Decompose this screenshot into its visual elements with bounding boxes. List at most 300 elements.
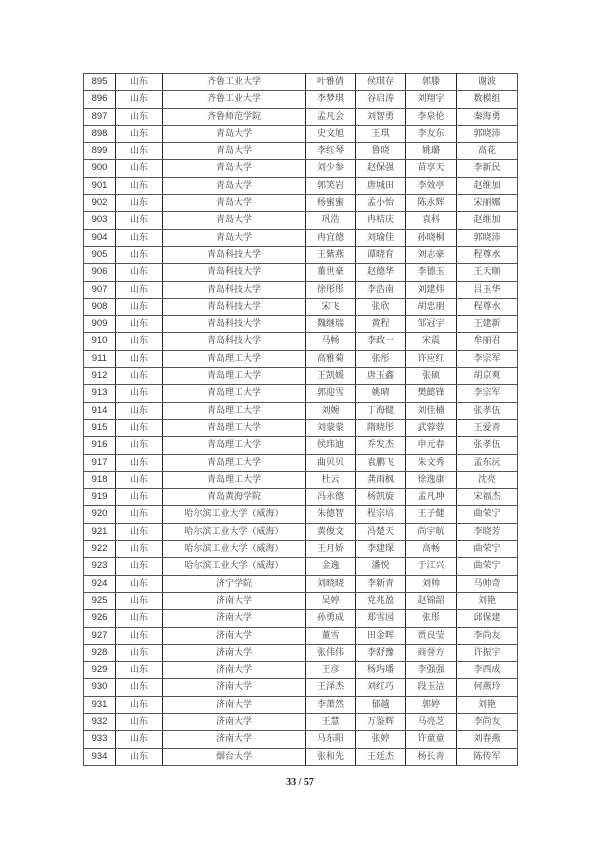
- cell-university: 济南大学: [163, 713, 306, 730]
- cell-advisor: 刘艳: [457, 592, 518, 609]
- cell-province: 山东: [116, 575, 163, 592]
- cell-member-1: 史文旭: [306, 125, 356, 142]
- cell-number: 932: [84, 713, 116, 730]
- cell-member-3: 李强强: [406, 662, 457, 679]
- cell-number: 918: [84, 471, 116, 488]
- table-row: [84, 506, 518, 523]
- cell-advisor: 宋丽娜: [457, 195, 518, 212]
- cell-province: 山东: [116, 419, 163, 436]
- cell-member-1: 巩浩: [306, 212, 356, 229]
- cell-member-3: 张彤: [406, 610, 457, 627]
- cell-member-1: 王慧: [306, 713, 356, 730]
- table-row: [84, 316, 518, 333]
- cell-university: 青岛理工大学: [163, 454, 306, 471]
- cell-member-3: 宋震: [406, 333, 457, 350]
- table-row: [84, 731, 518, 748]
- cell-province: 山东: [116, 368, 163, 385]
- cell-number: 921: [84, 523, 116, 540]
- cell-university: 济南大学: [163, 610, 306, 627]
- cell-number: 898: [84, 125, 116, 142]
- cell-number: 904: [84, 229, 116, 246]
- cell-province: 山东: [116, 125, 163, 142]
- cell-member-3: 马亮芝: [406, 713, 457, 730]
- cell-member-3: 袁科: [406, 212, 457, 229]
- cell-province: 山东: [116, 696, 163, 713]
- cell-member-3: 李德玉: [406, 264, 457, 281]
- cell-member-1: 郭笑岩: [306, 177, 356, 194]
- cell-university: 济南大学: [163, 679, 306, 696]
- table-row: [84, 454, 518, 471]
- cell-member-2: 侯琪存: [356, 74, 406, 91]
- cell-university: 青岛科技大学: [163, 264, 306, 281]
- cell-advisor: 李尚友: [457, 627, 518, 644]
- cell-member-3: 赵锦韶: [406, 592, 457, 609]
- cell-member-3: 徐逸康: [406, 471, 457, 488]
- cell-university: 青岛大学: [163, 195, 306, 212]
- cell-member-1: 杜云: [306, 471, 356, 488]
- cell-member-1: 刘蒙蒙: [306, 419, 356, 436]
- cell-member-1: 宋飞: [306, 298, 356, 315]
- award-list-table: [83, 73, 518, 766]
- cell-member-2: 孟小怡: [356, 195, 406, 212]
- cell-province: 山东: [116, 610, 163, 627]
- cell-advisor: 李西成: [457, 662, 518, 679]
- cell-member-3: 高畅: [406, 541, 457, 558]
- cell-member-3: 姚璐: [406, 143, 457, 160]
- table-row: [84, 246, 518, 263]
- cell-province: 山东: [116, 143, 163, 160]
- cell-advisor: 王天顺: [457, 264, 518, 281]
- cell-member-2: 谷启涛: [356, 91, 406, 108]
- cell-number: 925: [84, 592, 116, 609]
- cell-province: 山东: [116, 471, 163, 488]
- cell-province: 山东: [116, 385, 163, 402]
- cell-university: 青岛科技大学: [163, 333, 306, 350]
- cell-member-1: 董雪: [306, 627, 356, 644]
- cell-member-3: 孙晓桐: [406, 229, 457, 246]
- cell-member-2: 万鉴辉: [356, 713, 406, 730]
- cell-advisor: 李新民: [457, 160, 518, 177]
- cell-member-3: 杨长青: [406, 748, 457, 765]
- cell-advisor: 沈亮: [457, 471, 518, 488]
- cell-member-1: 黄俊文: [306, 523, 356, 540]
- cell-number: 919: [84, 489, 116, 506]
- cell-advisor: 宋福杰: [457, 489, 518, 506]
- cell-number: 929: [84, 662, 116, 679]
- cell-number: 922: [84, 541, 116, 558]
- cell-advisor: 李宗军: [457, 385, 518, 402]
- cell-province: 山东: [116, 298, 163, 315]
- table-row: [84, 558, 518, 575]
- cell-advisor: 王爱青: [457, 419, 518, 436]
- table-row: [84, 679, 518, 696]
- cell-advisor: 邱保建: [457, 610, 518, 627]
- cell-member-3: 刘帅: [406, 575, 457, 592]
- cell-province: 山东: [116, 177, 163, 194]
- cell-member-2: 谭晓育: [356, 246, 406, 263]
- cell-university: 哈尔滨工业大学（威海）: [163, 541, 306, 558]
- cell-university: 青岛理工大学: [163, 471, 306, 488]
- cell-member-3: 尚宇航: [406, 523, 457, 540]
- cell-member-2: 刘智勇: [356, 108, 406, 125]
- table-row: [84, 108, 518, 125]
- cell-member-2: 刘红巧: [356, 679, 406, 696]
- cell-province: 山东: [116, 748, 163, 765]
- cell-member-2: 杨玙璠: [356, 662, 406, 679]
- cell-university: 青岛理工大学: [163, 368, 306, 385]
- cell-member-2: 张彤: [356, 350, 406, 367]
- cell-member-1: 张伟伟: [306, 644, 356, 661]
- cell-university: 济南大学: [163, 627, 306, 644]
- cell-number: 928: [84, 644, 116, 661]
- cell-advisor: 孟东沅: [457, 454, 518, 471]
- cell-member-3: 樊懿锋: [406, 385, 457, 402]
- table-row: [84, 143, 518, 160]
- cell-advisor: 马帅奇: [457, 575, 518, 592]
- cell-province: 山东: [116, 333, 163, 350]
- cell-member-2: 程宗培: [356, 506, 406, 523]
- cell-university: 烟台大学: [163, 748, 306, 765]
- cell-province: 山东: [116, 246, 163, 263]
- cell-member-3: 刘建炜: [406, 281, 457, 298]
- cell-member-2: 李政一: [356, 333, 406, 350]
- table-row: [84, 298, 518, 315]
- cell-number: 924: [84, 575, 116, 592]
- table-row: [84, 471, 518, 488]
- cell-university: 青岛大学: [163, 212, 306, 229]
- cell-member-3: 刘佳楠: [406, 402, 457, 419]
- cell-member-2: 王琪: [356, 125, 406, 142]
- cell-advisor: 曲荣宁: [457, 558, 518, 575]
- cell-advisor: 曲荣宁: [457, 541, 518, 558]
- cell-member-1: 刘婉: [306, 402, 356, 419]
- cell-member-2: 隋晓彤: [356, 419, 406, 436]
- cell-advisor: 郭晓沛: [457, 125, 518, 142]
- cell-member-2: 田金晖: [356, 627, 406, 644]
- cell-member-3: 武蓉蓉: [406, 419, 457, 436]
- cell-number: 910: [84, 333, 116, 350]
- cell-member-2: 姚晴: [356, 385, 406, 402]
- cell-number: 900: [84, 160, 116, 177]
- table-row: [84, 748, 518, 765]
- cell-member-2: 赵德华: [356, 264, 406, 281]
- table-row: [84, 575, 518, 592]
- cell-member-3: 孟凡坤: [406, 489, 457, 506]
- cell-advisor: 王建新: [457, 316, 518, 333]
- cell-university: 青岛科技大学: [163, 316, 306, 333]
- cell-number: 926: [84, 610, 116, 627]
- table-row: [84, 368, 518, 385]
- cell-province: 山东: [116, 489, 163, 506]
- cell-number: 899: [84, 143, 116, 160]
- cell-member-1: 刘少参: [306, 160, 356, 177]
- table-row: [84, 662, 518, 679]
- cell-university: 青岛理工大学: [163, 350, 306, 367]
- table-row: [84, 229, 518, 246]
- cell-member-2: 李新青: [356, 575, 406, 592]
- cell-university: 青岛科技大学: [163, 246, 306, 263]
- cell-member-2: 王廷杰: [356, 748, 406, 765]
- cell-number: 931: [84, 696, 116, 713]
- cell-province: 山东: [116, 437, 163, 454]
- cell-university: 青岛大学: [163, 143, 306, 160]
- cell-province: 山东: [116, 74, 163, 91]
- cell-member-1: 杨蜜蜜: [306, 195, 356, 212]
- cell-member-2: 党兆盈: [356, 592, 406, 609]
- cell-province: 山东: [116, 229, 163, 246]
- cell-province: 山东: [116, 454, 163, 471]
- cell-member-3: 李泉伦: [406, 108, 457, 125]
- cell-advisor: 赵维加: [457, 212, 518, 229]
- cell-member-2: 郑雪园: [356, 610, 406, 627]
- table-row: [84, 212, 518, 229]
- cell-province: 山东: [116, 506, 163, 523]
- cell-number: 895: [84, 74, 116, 91]
- cell-university: 哈尔滨工业大学（威海）: [163, 558, 306, 575]
- cell-number: 897: [84, 108, 116, 125]
- cell-university: 济宁学院: [163, 575, 306, 592]
- cell-number: 914: [84, 402, 116, 419]
- cell-university: 青岛大学: [163, 160, 306, 177]
- cell-university: 齐鲁工业大学: [163, 74, 306, 91]
- cell-member-3: 许童童: [406, 731, 457, 748]
- cell-member-2: 杨凯旋: [356, 489, 406, 506]
- table-row: [84, 644, 518, 661]
- cell-number: 912: [84, 368, 116, 385]
- cell-province: 山东: [116, 644, 163, 661]
- cell-member-1: 王凯媛: [306, 368, 356, 385]
- cell-member-2: 唐城田: [356, 177, 406, 194]
- cell-member-3: 陈永辉: [406, 195, 457, 212]
- table-row: [84, 713, 518, 730]
- table-row: [84, 333, 518, 350]
- cell-university: 青岛理工大学: [163, 419, 306, 436]
- cell-province: 山东: [116, 523, 163, 540]
- cell-member-1: 马东阳: [306, 731, 356, 748]
- cell-province: 山东: [116, 541, 163, 558]
- cell-number: 917: [84, 454, 116, 471]
- cell-advisor: 张孝伍: [457, 402, 518, 419]
- cell-advisor: 牟丽君: [457, 333, 518, 350]
- cell-province: 山东: [116, 281, 163, 298]
- table-row: [84, 125, 518, 142]
- cell-member-1: 王彦: [306, 662, 356, 679]
- cell-member-3: 郭滕: [406, 74, 457, 91]
- cell-advisor: 秦海勇: [457, 108, 518, 125]
- cell-province: 山东: [116, 679, 163, 696]
- cell-university: 齐鲁工业大学: [163, 91, 306, 108]
- cell-province: 山东: [116, 108, 163, 125]
- cell-member-3: 刘翔宇: [406, 91, 457, 108]
- cell-member-1: 侯玮迪: [306, 437, 356, 454]
- cell-member-3: 苗享天: [406, 160, 457, 177]
- cell-member-2: 李建琛: [356, 541, 406, 558]
- cell-number: 916: [84, 437, 116, 454]
- cell-member-2: 唐玉鑫: [356, 368, 406, 385]
- cell-member-2: 鲁晓: [356, 143, 406, 160]
- table-row: [84, 696, 518, 713]
- table-row: [84, 91, 518, 108]
- cell-university: 青岛黄海学院: [163, 489, 306, 506]
- cell-advisor: 陈传军: [457, 748, 518, 765]
- cell-number: 923: [84, 558, 116, 575]
- page-number: 33 / 57: [286, 777, 314, 788]
- cell-advisor: 何燕玲: [457, 679, 518, 696]
- cell-member-2: 乔发杰: [356, 437, 406, 454]
- cell-province: 山东: [116, 264, 163, 281]
- cell-university: 齐鲁师范学院: [163, 108, 306, 125]
- table-row: [84, 592, 518, 609]
- cell-university: 济南大学: [163, 592, 306, 609]
- cell-member-2: 冉桔庆: [356, 212, 406, 229]
- cell-province: 山东: [116, 316, 163, 333]
- cell-member-1: 徐彤彤: [306, 281, 356, 298]
- cell-university: 哈尔滨工业大学（威海）: [163, 506, 306, 523]
- cell-advisor: 数模组: [457, 91, 518, 108]
- cell-member-1: 郭迎雪: [306, 385, 356, 402]
- cell-number: 902: [84, 195, 116, 212]
- cell-member-1: 董世豪: [306, 264, 356, 281]
- cell-advisor: 赵维加: [457, 177, 518, 194]
- cell-number: 933: [84, 731, 116, 748]
- cell-university: 青岛理工大学: [163, 385, 306, 402]
- cell-advisor: 高花: [457, 143, 518, 160]
- cell-advisor: 许振宇: [457, 644, 518, 661]
- table-row: [84, 402, 518, 419]
- cell-member-3: 刘志豪: [406, 246, 457, 263]
- cell-number: 934: [84, 748, 116, 765]
- cell-member-3: 于江兴: [406, 558, 457, 575]
- table-row: [84, 281, 518, 298]
- table-row: [84, 74, 518, 91]
- table-row: [84, 177, 518, 194]
- cell-member-1: 刘晓晓: [306, 575, 356, 592]
- cell-member-3: 许应红: [406, 350, 457, 367]
- cell-number: 903: [84, 212, 116, 229]
- table-row: [84, 419, 518, 436]
- cell-member-2: 冯楚天: [356, 523, 406, 540]
- cell-advisor: 张孝伍: [457, 437, 518, 454]
- cell-number: 911: [84, 350, 116, 367]
- cell-university: 哈尔滨工业大学（威海）: [163, 523, 306, 540]
- cell-advisor: 谢波: [457, 74, 518, 91]
- cell-member-1: 孙勇成: [306, 610, 356, 627]
- cell-member-1: 王月娇: [306, 541, 356, 558]
- cell-advisor: 程尊水: [457, 298, 518, 315]
- cell-number: 906: [84, 264, 116, 281]
- table-body: [84, 74, 518, 766]
- cell-advisor: 李宗军: [457, 350, 518, 367]
- cell-member-3: 李效亭: [406, 177, 457, 194]
- cell-university: 青岛大学: [163, 229, 306, 246]
- cell-number: 920: [84, 506, 116, 523]
- cell-number: 901: [84, 177, 116, 194]
- cell-member-1: 王紫燕: [306, 246, 356, 263]
- cell-university: 青岛科技大学: [163, 281, 306, 298]
- cell-province: 山东: [116, 402, 163, 419]
- cell-member-1: 魏继瑞: [306, 316, 356, 333]
- cell-member-1: 李萧然: [306, 696, 356, 713]
- cell-member-1: 叶雅倩: [306, 74, 356, 91]
- cell-member-3: 贾良莹: [406, 627, 457, 644]
- cell-number: 930: [84, 679, 116, 696]
- cell-member-2: 张婷: [356, 731, 406, 748]
- cell-number: 905: [84, 246, 116, 263]
- cell-advisor: 程尊水: [457, 246, 518, 263]
- cell-province: 山东: [116, 160, 163, 177]
- table-row: [84, 437, 518, 454]
- table-row: [84, 350, 518, 367]
- cell-member-3: 朱文秀: [406, 454, 457, 471]
- cell-number: 915: [84, 419, 116, 436]
- cell-member-1: 王泽杰: [306, 679, 356, 696]
- cell-member-1: 张和先: [306, 748, 356, 765]
- cell-university: 济南大学: [163, 731, 306, 748]
- cell-university: 济南大学: [163, 696, 306, 713]
- cell-member-2: 黄程: [356, 316, 406, 333]
- cell-advisor: 刘春燕: [457, 731, 518, 748]
- cell-member-2: 赵保强: [356, 160, 406, 177]
- cell-member-2: 刘瑜佳: [356, 229, 406, 246]
- cell-university: 青岛大学: [163, 125, 306, 142]
- table-row: [84, 264, 518, 281]
- cell-member-3: 商誉方: [406, 644, 457, 661]
- cell-member-1: 李梦琪: [306, 91, 356, 108]
- table-row: [84, 523, 518, 540]
- cell-number: 927: [84, 627, 116, 644]
- cell-university: 青岛理工大学: [163, 402, 306, 419]
- cell-member-3: 胡忠朋: [406, 298, 457, 315]
- cell-member-1: 高雅菊: [306, 350, 356, 367]
- table-row: [84, 385, 518, 402]
- cell-member-3: 王子健: [406, 506, 457, 523]
- cell-university: 青岛理工大学: [163, 437, 306, 454]
- cell-member-2: 丁海健: [356, 402, 406, 419]
- cell-advisor: 李尚友: [457, 713, 518, 730]
- cell-member-3: 申元春: [406, 437, 457, 454]
- table-row: [84, 489, 518, 506]
- cell-member-1: 曲贝贝: [306, 454, 356, 471]
- cell-number: 913: [84, 385, 116, 402]
- table-row: [84, 610, 518, 627]
- cell-province: 山东: [116, 558, 163, 575]
- table-row: [84, 160, 518, 177]
- cell-member-1: 马畅: [306, 333, 356, 350]
- table-row: [84, 627, 518, 644]
- cell-member-1: 冉宜德: [306, 229, 356, 246]
- cell-member-3: 邹冠宇: [406, 316, 457, 333]
- cell-province: 山东: [116, 91, 163, 108]
- cell-province: 山东: [116, 731, 163, 748]
- cell-province: 山东: [116, 592, 163, 609]
- cell-university: 济南大学: [163, 644, 306, 661]
- cell-member-3: 张硕: [406, 368, 457, 385]
- cell-province: 山东: [116, 713, 163, 730]
- cell-member-1: 朱德智: [306, 506, 356, 523]
- cell-number: 908: [84, 298, 116, 315]
- cell-member-1: 孟凡会: [306, 108, 356, 125]
- cell-advisor: 郭晓沛: [457, 229, 518, 246]
- cell-university: 济南大学: [163, 662, 306, 679]
- cell-member-2: 龚雨枫: [356, 471, 406, 488]
- cell-province: 山东: [116, 195, 163, 212]
- cell-member-3: 李友东: [406, 125, 457, 142]
- cell-member-1: 李红琴: [306, 143, 356, 160]
- cell-province: 山东: [116, 212, 163, 229]
- cell-advisor: 李晓芳: [457, 523, 518, 540]
- cell-advisor: 吕玉华: [457, 281, 518, 298]
- cell-member-2: 李舒豫: [356, 644, 406, 661]
